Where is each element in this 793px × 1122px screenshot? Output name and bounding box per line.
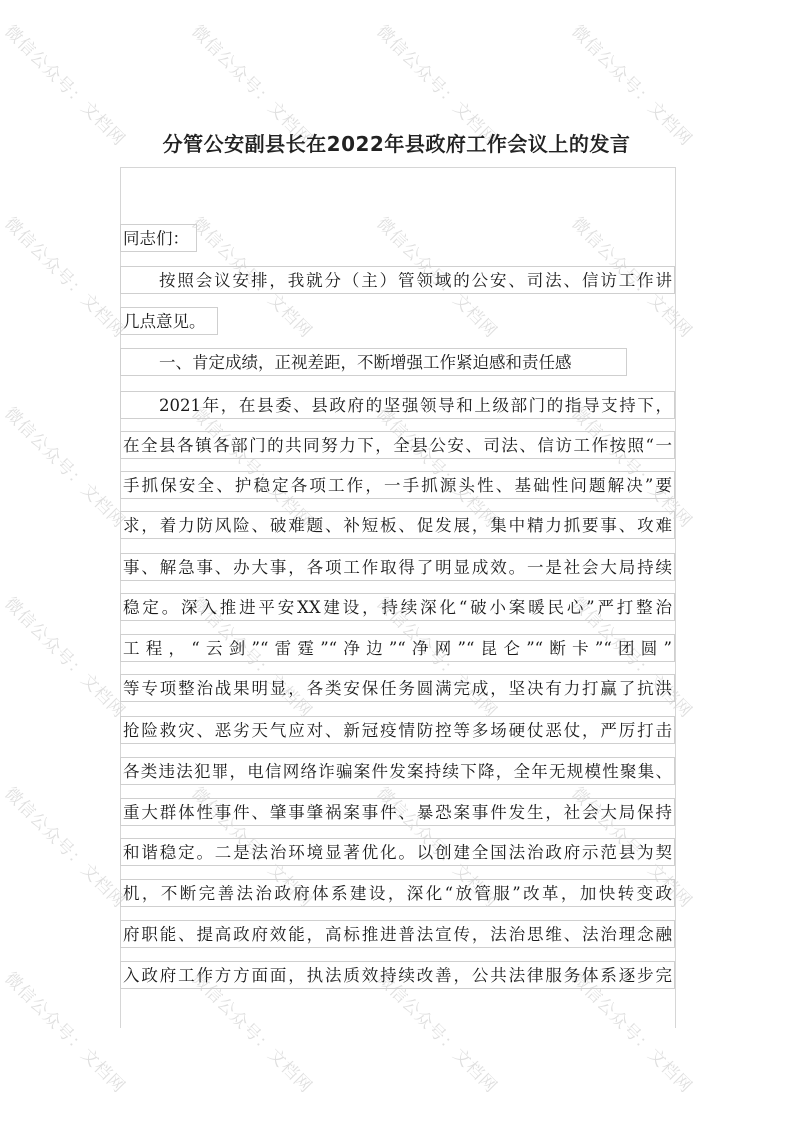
watermark: 微信公众号：文档网 <box>567 783 697 913</box>
watermark: 微信公众号：文档网 <box>567 21 697 151</box>
paragraph-line: 和谐稳定。二是法治环境显著优化。以创建全国法治政府示范县为契 <box>120 838 675 866</box>
paragraph-line: 抢险救灾、恶劣天气应对、新冠疫情防控等多场硬仗恶仗，严厉打击 <box>120 716 675 744</box>
document-title: 分管公安副县长在2022年县政府工作会议上的发言 <box>162 132 631 156</box>
paragraph-line: 按照会议安排，我就分（主）管领域的公安、司法、信访工作讲 <box>120 266 675 294</box>
watermark: 微信公众号：文档网 <box>567 593 697 723</box>
watermark: 微信公众号：文档网 <box>0 783 130 913</box>
paragraph-line: 几点意见。 <box>120 307 218 335</box>
watermark: 微信公众号：文档网 <box>0 213 130 343</box>
watermark: 微信公众号：文档网 <box>0 403 130 533</box>
paragraph-line: 手抓保安全、护稳定各项工作，一手抓源头性、基础性问题解决”要 <box>120 471 675 499</box>
paragraph-line: 机，不断完善法治政府体系建设，深化“放管服”改革，加快转变政 <box>120 879 675 907</box>
paragraph-line: 稳定。深入推进平安XX建设，持续深化“破小案暖民心”严打整治 <box>120 593 675 621</box>
watermark: 微信公众号：文档网 <box>372 783 502 913</box>
paragraph-line: 工程，“云剑”“雷霆”“净边”“净网”“昆仑”“断卡”“团圆” <box>120 634 675 662</box>
paragraph-line: 事、解急事、办大事，各项工作取得了明显成效。一是社会大局持续 <box>120 553 675 581</box>
watermark: 微信公众号：文档网 <box>567 213 697 343</box>
watermark: 微信公众号：文档网 <box>372 593 502 723</box>
paragraph-line: 各类违法犯罪，电信网络诈骗案件发案持续下降，全年无规模性聚集、 <box>120 757 675 785</box>
watermark: 微信公众号：文档网 <box>187 403 317 533</box>
watermark: 微信公众号：文档网 <box>187 783 317 913</box>
watermark: 微信公众号：文档网 <box>372 968 502 1098</box>
watermark: 微信公众号：文档网 <box>0 968 130 1098</box>
watermark: 微信公众号：文档网 <box>187 968 317 1098</box>
watermark: 微信公众号：文档网 <box>372 213 502 343</box>
paragraph-line: 府职能、提高政府效能，高标推进普法宣传，法治思维、法治理念融 <box>120 920 675 948</box>
paragraph-line: 2021年，在县委、县政府的坚强领导和上级部门的指导支持下， <box>120 391 675 419</box>
paragraph-line: 入政府工作方方面面，执法质效持续改善，公共法律服务体系逐步完 <box>120 961 675 989</box>
paragraph-line: 等专项整治战果明显，各类安保任务圆满完成，坚决有力打赢了抗洪 <box>120 674 675 702</box>
watermark: 微信公众号：文档网 <box>0 21 130 151</box>
watermark: 微信公众号：文档网 <box>187 213 317 343</box>
greeting: 同志们： <box>120 224 197 252</box>
section-heading: 一、肯定成绩，正视差距，不断增强工作紧迫感和责任感 <box>120 348 627 376</box>
paragraph-line: 在全县各镇各部门的共同努力下，全县公安、司法、信访工作按照“一 <box>120 431 675 459</box>
watermark: 微信公众号：文档网 <box>187 593 317 723</box>
paragraph-line: 重大群体性事件、肇事肇祸案事件、暴恐案事件发生，社会大局保持 <box>120 798 675 826</box>
watermark: 微信公众号：文档网 <box>567 403 697 533</box>
paragraph-line: 求，着力防风险、破难题、补短板、促发展，集中精力抓要事、攻难 <box>120 511 675 539</box>
watermark: 微信公众号：文档网 <box>567 968 697 1098</box>
watermark: 微信公众号：文档网 <box>0 593 130 723</box>
watermark: 微信公众号：文档网 <box>372 403 502 533</box>
watermark: 微信公众号：文档网 <box>187 21 317 151</box>
watermark: 微信公众号：文档网 <box>372 21 502 151</box>
